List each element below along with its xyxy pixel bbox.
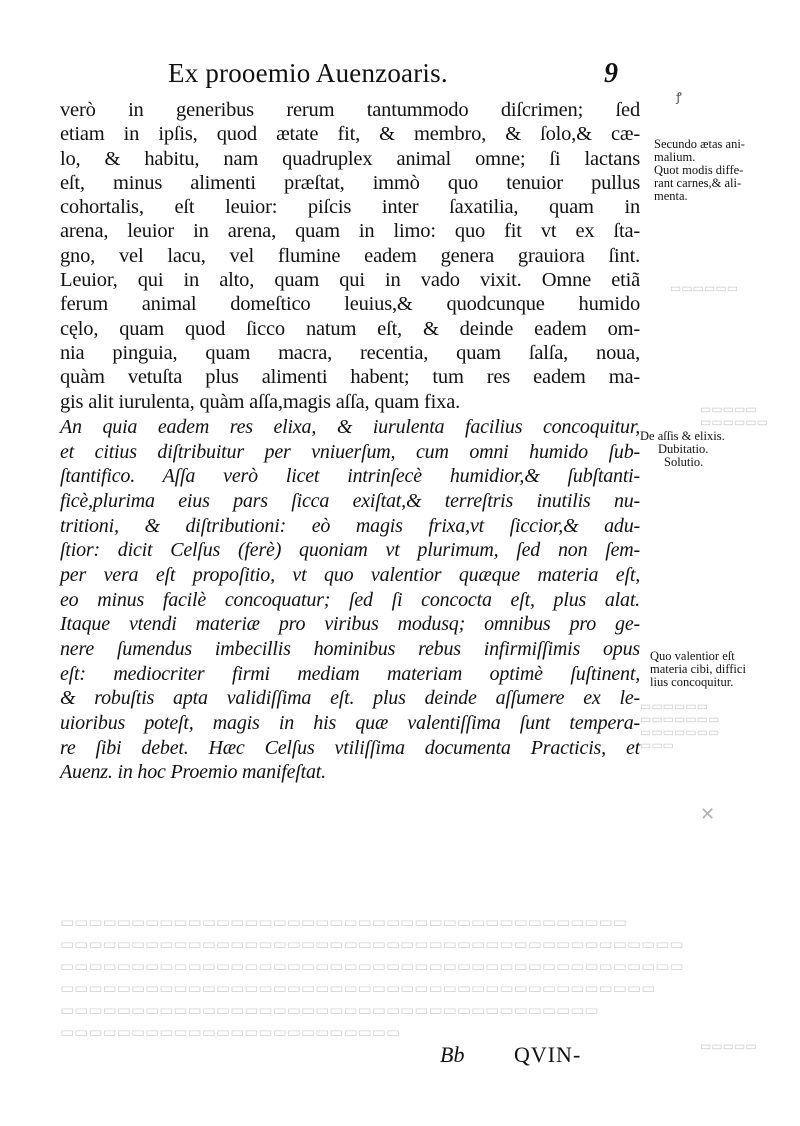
italic-line: nere ſumendus imbecillis hominibus rebus infirmiſſimis opus bbox=[60, 638, 640, 661]
margin-note-line: Quot modis diffe- bbox=[654, 163, 744, 177]
margin-note-line: Solutio. bbox=[664, 455, 704, 469]
text-line: gis alit iurulenta, quàm aſſa,magis aſſa, quam fixa. bbox=[60, 390, 461, 413]
italic-line: An quia eadem res elixa, & iurulenta facilius concoquitur, bbox=[60, 415, 640, 438]
text-line: verò in generibus rerum tantummodo diſcrimen; ſed bbox=[60, 99, 640, 121]
show-through-text: ▭▭▭▭▭▭▭▭▭▭▭▭▭▭▭▭▭▭▭▭▭▭▭▭▭▭▭▭▭▭▭▭▭▭▭▭▭▭▭▭ ▭▭▭▭▭▭▭▭▭▭▭▭▭▭▭▭▭▭▭▭▭▭▭▭▭▭▭▭▭▭▭▭▭▭▭▭▭▭▭▭▭▭▭▭ ▭▭▭▭▭▭▭▭▭▭▭▭▭▭▭▭▭▭▭▭▭▭▭▭▭▭▭▭▭▭▭▭▭▭▭▭▭▭▭▭▭▭▭▭ ▭▭▭▭▭▭▭▭▭▭▭▭▭▭▭▭▭▭▭▭▭▭▭▭▭▭▭▭▭▭▭▭▭▭▭▭▭▭▭▭▭▭ ▭▭▭▭▭▭▭▭▭▭▭▭▭▭▭▭▭▭▭▭▭▭▭▭▭▭▭▭▭▭▭▭▭▭▭▭▭▭ ▭▭▭▭▭▭▭▭▭▭▭▭▭▭▭▭▭▭▭▭▭▭▭▭ bbox=[60, 915, 684, 1041]
text-line: gno, vel lacu, vel flumine eadem genera grauiora ſint. bbox=[60, 244, 640, 267]
show-through-ink: ▭▭▭▭▭▭ ▭▭▭▭▭▭▭ ▭▭▭▭▭▭▭ ▭▭▭ bbox=[640, 699, 720, 752]
text-line: arena, leuior in arena, quam in limo: quo fit vt ex ſta- bbox=[60, 220, 640, 243]
signature-mark: Bb bbox=[440, 1042, 465, 1067]
italic-line: Auenz. in hoc Proemio manifeſtat. bbox=[60, 761, 326, 784]
italic-line: et citius diſtribuitur per vniuerſum, cum omni humido ſub- bbox=[60, 440, 640, 463]
margin-note-line: Secundo ætas ani- bbox=[654, 137, 745, 151]
margin-note-age bbox=[654, 138, 794, 203]
running-title: Ex prooemio Auenzoaris. bbox=[168, 58, 448, 88]
italic-line: re ſibi debet. Hæc Celſus vtiliſſima documenta Practicis, et bbox=[60, 736, 640, 759]
main-text-block bbox=[60, 98, 640, 785]
margin-note-line: Quo valentior eſt bbox=[650, 649, 735, 663]
margin-note-line: menta. bbox=[654, 189, 688, 203]
stray-ink-mark: ꝭ bbox=[676, 90, 682, 104]
italic-line: ſtantifico. Aſſa verò licet intrinſecè humidior,& ſubſtanti- bbox=[60, 465, 640, 488]
italic-line: & robuſtis apta validiſſima eſt. plus deinde aſſumere ex le- bbox=[60, 687, 640, 710]
signature-and-catchword bbox=[440, 1042, 581, 1068]
italic-line: per vera eſt propoſitio, vt quo valentior quæque materia eſt, bbox=[60, 563, 640, 586]
italic-line: ſtior: dicit Celſus (ferè) quoniam vt plurimum, ſed non ſem- bbox=[60, 539, 640, 562]
italic-line: eſt: mediocriter firmi mediam materiam optimè ſuſtinent, bbox=[60, 662, 640, 685]
italic-line: tritioni, & diſtributioni: eò magis frixa,vt ſiccior,& adu- bbox=[60, 514, 640, 537]
margin-note-line: rant carnes,& ali- bbox=[654, 176, 742, 190]
roman-paragraph bbox=[60, 98, 640, 414]
margin-note-roasted-boiled bbox=[640, 430, 780, 469]
italic-line: ficè,plurima eius pars ſicca exiſtat,& terreſtris inutilis nu- bbox=[60, 489, 640, 512]
text-line: cęlo, quam quod ſicco natum eſt, & deinde eadem om- bbox=[60, 317, 640, 340]
text-line: Leuior, qui in alto, quam qui in vado vixit. Omne etiã bbox=[60, 269, 640, 292]
italic-line: Itaque vtendi materiæ pro viribus modusq; omnibus pro ge- bbox=[60, 613, 640, 636]
margin-note-line: materia cibi, diffici bbox=[650, 662, 746, 676]
page-number: 9 bbox=[604, 58, 618, 89]
italic-line: eo minus facilè concoquatur; ſed ſi concocta eſt, plus alat. bbox=[60, 588, 640, 611]
text-line: lo, & habitu, nam quadruplex animal omne; ſi lactans bbox=[60, 147, 640, 170]
show-through-ink: ✕ bbox=[700, 804, 716, 824]
italic-paragraph bbox=[60, 415, 640, 785]
margin-note-line: malium. bbox=[654, 150, 696, 164]
show-through-ink: ▭▭▭▭▭ bbox=[700, 1039, 757, 1053]
catchword: QVIN- bbox=[513, 1042, 582, 1067]
italic-line: uioribus poteſt, magis in his quæ valentiſſima ſunt tempera- bbox=[60, 712, 640, 735]
margin-note-digestion bbox=[650, 650, 790, 689]
margin-note-line: Dubitatio. bbox=[658, 442, 709, 456]
text-line: etiam in ipſis, quod ætate fit, & membro, & ſolo,& cæ- bbox=[60, 123, 640, 146]
text-line: cohortalis, eſt leuior: piſcis inter ſaxatilia, quam in bbox=[60, 196, 640, 219]
text-line: quàm vetuſta plus alimenti habent; tum res eadem ma- bbox=[60, 366, 640, 389]
show-through-ink: ▭▭▭▭▭▭ bbox=[670, 281, 739, 295]
margin-note-line: lius concoquitur. bbox=[650, 675, 734, 689]
text-line: ferum animal domeſtico leuius,& quodcunque humido bbox=[60, 293, 640, 316]
text-line: nia pinguia, quam macra, recentia, quam ſalſa, noua, bbox=[60, 341, 640, 364]
show-through-ink: ▭▭▭▭▭ ▭▭▭▭▭▭ bbox=[700, 402, 769, 429]
text-line: eſt, minus alimenti præſtat, immò quo tenuior pullus bbox=[60, 171, 640, 194]
margin-note-line: De aſſis & elixis. bbox=[640, 429, 725, 443]
